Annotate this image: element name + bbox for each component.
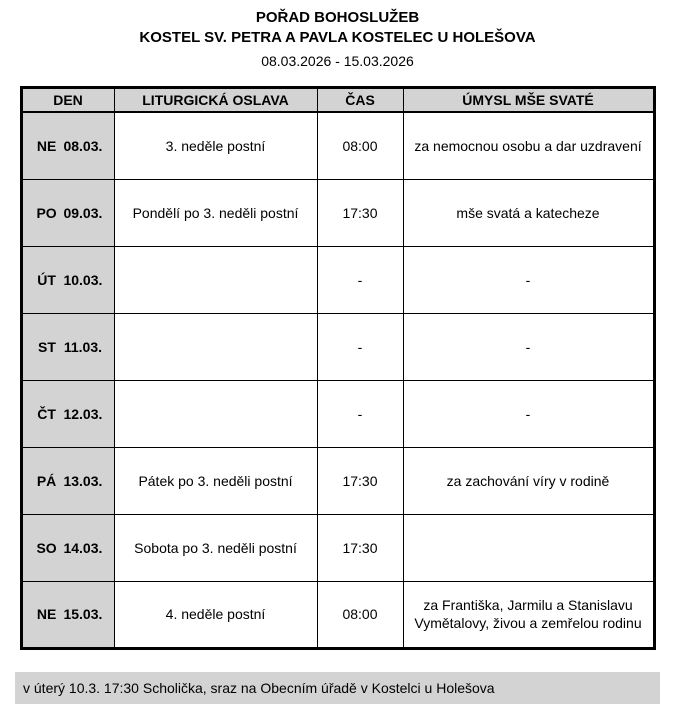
table-row [21, 246, 654, 313]
den-cell [21, 112, 114, 179]
table-row [21, 447, 654, 514]
date-range: 08.03.2026 - 15.03.2026 [261, 52, 414, 69]
day-date: 12.03. [63, 405, 103, 422]
oslava-cell [114, 313, 317, 380]
table-row [21, 581, 654, 648]
oslava-cell: 4. neděle postní [114, 581, 317, 648]
oslava-cell: Sobota po 3. neděli postní [114, 514, 317, 581]
den-cell [21, 380, 114, 447]
oslava-cell [114, 380, 317, 447]
table-row [21, 112, 654, 179]
day-date: 14.03. [63, 539, 103, 556]
table-row [21, 514, 654, 581]
cas-cell: - [317, 246, 403, 313]
umysl-cell: za zachování víry v rodině [403, 447, 654, 514]
day-date: 09.03. [63, 204, 103, 221]
den-cell [21, 581, 114, 648]
cas-cell: 08:00 [317, 112, 403, 179]
table-row [21, 179, 654, 246]
day-abbr: ČT [37, 405, 56, 422]
day-abbr: NE [36, 606, 57, 623]
umysl-cell: - [403, 246, 654, 313]
day-date: 11.03. [63, 338, 103, 355]
den-cell [21, 313, 114, 380]
cas-cell: - [317, 380, 403, 447]
page-subtitle: KOSTEL SV. PETRA A PAVLA KOSTELEC U HOLEŠOVA [139, 29, 536, 47]
document-header [0, 0, 675, 70]
cas-cell: 08:00 [317, 581, 403, 648]
day-abbr: ST [38, 338, 56, 355]
day-abbr: SO [36, 539, 57, 556]
den-cell [21, 514, 114, 581]
day-date: 10.03. [63, 271, 103, 288]
column-header-cas: ČAS [317, 88, 403, 113]
umysl-cell: mše svatá a katecheze [403, 179, 654, 246]
den-cell [21, 246, 114, 313]
footer-note: v úterý 10.3. 17:30 Scholička, sraz na Obecním úřadě v Kostelci u Holešova [15, 672, 660, 704]
table-row [21, 313, 654, 380]
day-date: 13.03. [63, 472, 103, 489]
page-title: POŘAD BOHOSLUŽEB [255, 9, 420, 26]
column-header-den: DEN [21, 88, 114, 113]
day-abbr: PO [36, 204, 57, 221]
den-cell [21, 447, 114, 514]
column-header-umysl: ÚMYSL MŠE SVATÉ [403, 88, 654, 113]
umysl-cell: za nemocnou osobu a dar uzdravení [403, 112, 654, 179]
cas-cell: - [317, 313, 403, 380]
oslava-cell: Pondělí po 3. neděli postní [114, 179, 317, 246]
umysl-cell: - [403, 313, 654, 380]
day-abbr: PÁ [36, 472, 57, 489]
day-date: 15.03. [63, 606, 103, 623]
cas-cell: 17:30 [317, 179, 403, 246]
oslava-cell [114, 246, 317, 313]
cas-cell: 17:30 [317, 447, 403, 514]
schedule-table [20, 86, 656, 650]
day-abbr: ÚT [37, 271, 56, 288]
cas-cell: 17:30 [317, 514, 403, 581]
column-header-oslava: LITURGICKÁ OSLAVA [114, 88, 317, 113]
umysl-cell: - [403, 380, 654, 447]
umysl-cell: za Františka, Jarmilu a Stanislavu Vymětalovy, živou a zemřelou rodinu [403, 581, 654, 648]
oslava-cell: 3. neděle postní [114, 112, 317, 179]
day-abbr: NE [36, 138, 57, 155]
table-header-row [21, 88, 654, 113]
umysl-cell [403, 514, 654, 581]
table-row [21, 380, 654, 447]
oslava-cell: Pátek po 3. neděli postní [114, 447, 317, 514]
den-cell [21, 179, 114, 246]
day-date: 08.03. [63, 138, 103, 155]
